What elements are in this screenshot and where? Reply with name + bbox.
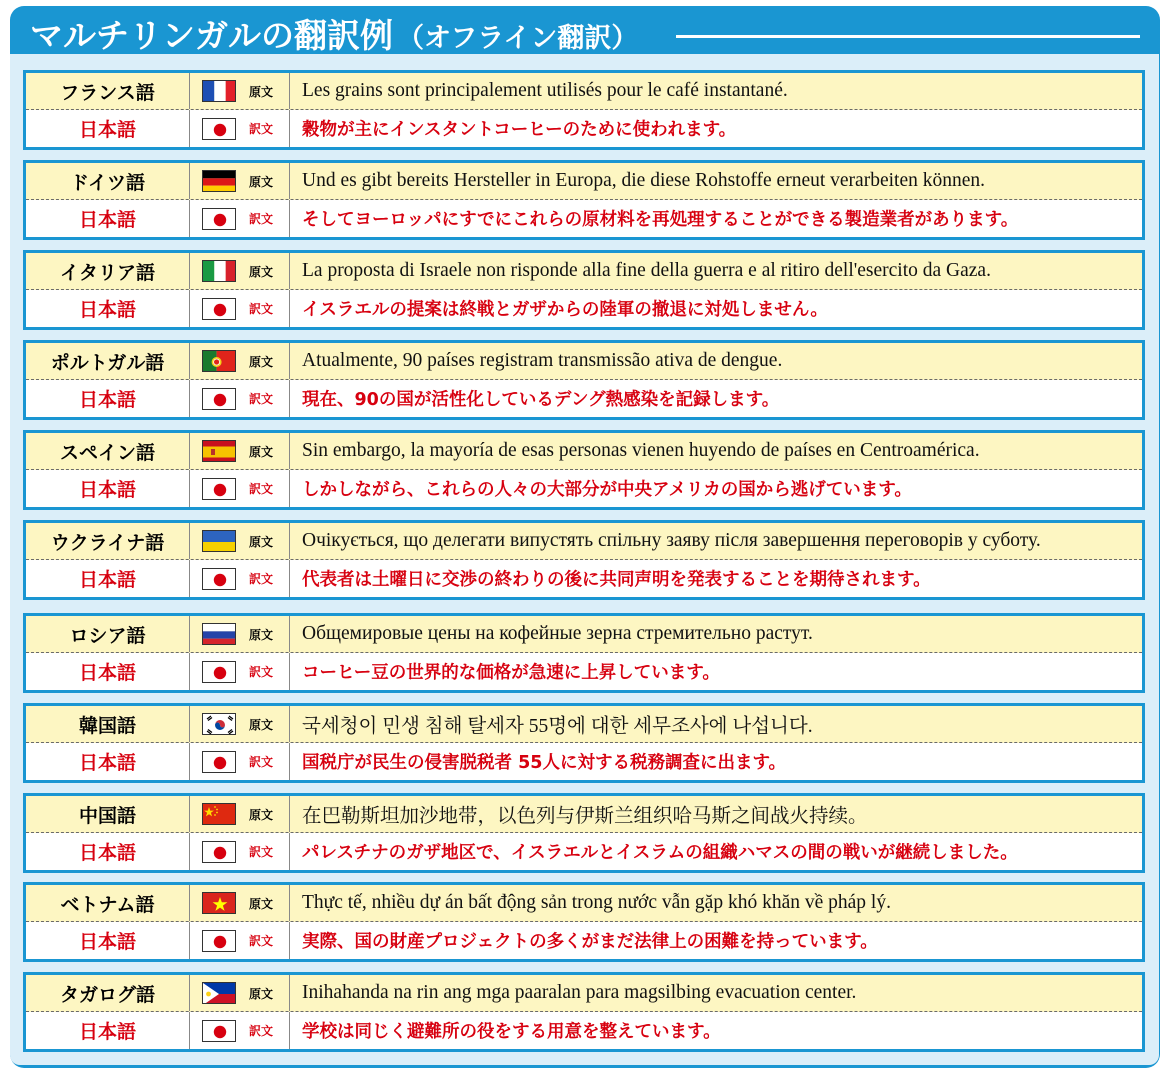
source-language-label: スペイン語 (26, 433, 190, 469)
source-row (26, 73, 1142, 110)
target-language-label: 日本語 (26, 290, 190, 327)
translation-text: 現在、90の国が活性化しているデング熱感染を記録します。 (302, 390, 780, 410)
source-text: 在巴勒斯坦加沙地带，以色列与伊斯兰组织哈马斯之间战火持续。 (302, 806, 868, 827)
target-row (26, 922, 1142, 959)
japan-flag-icon (202, 568, 236, 590)
target-row (26, 110, 1142, 147)
ukraine-flag-icon (202, 530, 236, 552)
source-tag: 原文 (249, 807, 274, 822)
source-row (26, 885, 1142, 922)
source-language-label: 韓国語 (26, 706, 190, 742)
source-flag-cell (190, 975, 290, 1011)
translation-text: 実際、国の財産プロジェクトの多くがまだ法律上の困難を持っています。 (302, 932, 878, 952)
target-flag-cell (190, 743, 290, 780)
translation-block (23, 882, 1145, 962)
target-language-label: 日本語 (26, 743, 190, 780)
japan-flag-icon (202, 661, 236, 683)
title-main: マルチリンガルの翻訳例 (30, 16, 393, 55)
target-row (26, 653, 1142, 690)
translation-block (23, 70, 1145, 150)
title-sub: （オフライン翻訳） (397, 23, 639, 54)
translation-block (23, 793, 1145, 873)
target-flag-cell (190, 470, 290, 507)
target-row (26, 1012, 1142, 1049)
target-tag: 訳文 (249, 302, 274, 316)
translation-text: 国税庁が民生の侵害脱税者 55人に対する税務調査に出ます。 (302, 753, 787, 773)
source-flag-cell (190, 163, 290, 199)
source-row (26, 253, 1142, 290)
germany-flag-icon (202, 170, 236, 192)
target-language-label: 日本語 (26, 833, 190, 870)
portugal-flag-icon (202, 350, 236, 372)
source-flag-cell (190, 523, 290, 559)
japan-flag-icon (202, 930, 236, 952)
vietnam-flag-icon (202, 892, 236, 914)
source-text: 국세청이 민생 침해 탈세자 55명에 대한 세무조사에 나섭니다. (302, 716, 813, 737)
target-language-label: 日本語 (26, 110, 190, 147)
source-flag-cell (190, 73, 290, 109)
target-row (26, 560, 1142, 597)
source-row (26, 343, 1142, 380)
source-language-label: ポルトガル語 (26, 343, 190, 379)
target-language-label: 日本語 (26, 560, 190, 597)
source-text: La proposta di Israele non risponde alla fine della guerra e al ritiro dell'esercito da Gaza. (302, 260, 991, 281)
target-row (26, 743, 1142, 780)
source-text: Und es gibt bereits Hersteller in Europa, die diese Rohstoffe erneut verarbeiten können. (302, 170, 986, 191)
source-row (26, 796, 1142, 833)
philippines-flag-icon (202, 982, 236, 1004)
source-language-label: 中国語 (26, 796, 190, 832)
target-flag-cell (190, 922, 290, 959)
translation-block (23, 340, 1145, 420)
italy-flag-icon (202, 260, 236, 282)
translation-text: 学校は同じく避難所の役をする用意を整えています。 (302, 1022, 721, 1042)
japan-flag-icon (202, 1020, 236, 1042)
target-row (26, 200, 1142, 237)
japan-flag-icon (202, 298, 236, 320)
target-tag: 訳文 (249, 392, 274, 406)
source-language-label: ベトナム語 (26, 885, 190, 921)
source-flag-cell (190, 253, 290, 289)
source-flag-cell (190, 706, 290, 742)
target-row (26, 833, 1142, 870)
translation-block (23, 160, 1145, 240)
japan-flag-icon (202, 841, 236, 863)
target-flag-cell (190, 833, 290, 870)
japan-flag-icon (202, 388, 236, 410)
source-row (26, 433, 1142, 470)
source-tag: 原文 (249, 264, 274, 279)
target-flag-cell (190, 560, 290, 597)
title-rule (676, 35, 1140, 38)
translation-block (23, 520, 1145, 600)
target-tag: 訳文 (249, 755, 274, 769)
target-tag: 訳文 (249, 1024, 274, 1038)
source-row (26, 163, 1142, 200)
source-text: Общемировые цены на кофейные зерна стремительно растут. (302, 623, 813, 644)
translation-text: パレスチナのガザ地区で、イスラエルとイスラムの組織ハマスの間の戦いが継続しました。 (302, 843, 1018, 863)
target-tag: 訳文 (249, 482, 274, 496)
target-row (26, 290, 1142, 327)
source-flag-cell (190, 796, 290, 832)
target-flag-cell (190, 380, 290, 417)
japan-flag-icon (202, 751, 236, 773)
translation-block (23, 613, 1145, 693)
target-tag: 訳文 (249, 665, 274, 679)
source-tag: 原文 (249, 354, 274, 369)
source-language-label: フランス語 (26, 73, 190, 109)
source-text: Inihahanda na rin ang mga paaralan para magsilbing evacuation center. (302, 982, 857, 1003)
source-text: Очікується, що делегати випустять спільну заяву після завершення переговорів у суботу. (302, 530, 1041, 551)
translation-text: イスラエルの提案は終戦とガザからの陸軍の撤退に対処しません。 (302, 300, 828, 320)
target-flag-cell (190, 200, 290, 237)
source-row (26, 616, 1142, 653)
target-row (26, 380, 1142, 417)
source-row (26, 523, 1142, 560)
target-tag: 訳文 (249, 845, 274, 859)
target-tag: 訳文 (249, 212, 274, 226)
target-language-label: 日本語 (26, 653, 190, 690)
source-language-label: イタリア語 (26, 253, 190, 289)
source-tag: 原文 (249, 174, 274, 189)
source-tag: 原文 (249, 717, 274, 732)
target-language-label: 日本語 (26, 470, 190, 507)
source-tag: 原文 (249, 896, 274, 911)
source-row (26, 975, 1142, 1012)
source-flag-cell (190, 885, 290, 921)
russia-flag-icon (202, 623, 236, 645)
source-flag-cell (190, 343, 290, 379)
translation-text: 代表者は土曜日に交渉の終わりの後に共同声明を発表することを期待されます。 (302, 570, 931, 590)
translation-text: そしてヨーロッパにすでにこれらの原材料を再処理することができる製造業者があります。 (302, 210, 1019, 230)
target-language-label: 日本語 (26, 380, 190, 417)
china-flag-icon (202, 803, 236, 825)
japan-flag-icon (202, 118, 236, 140)
target-language-label: 日本語 (26, 200, 190, 237)
target-flag-cell (190, 653, 290, 690)
translation-block (23, 250, 1145, 330)
source-row (26, 706, 1142, 743)
translation-block (23, 703, 1145, 783)
source-text: Atualmente, 90 países registram transmissão ativa de dengue. (302, 350, 783, 371)
source-tag: 原文 (249, 444, 274, 459)
south-korea-flag-icon (202, 713, 236, 735)
spain-flag-icon (202, 440, 236, 462)
target-tag: 訳文 (249, 572, 274, 586)
japan-flag-icon (202, 478, 236, 500)
source-tag: 原文 (249, 627, 274, 642)
source-text: Sin embargo, la mayoría de esas personas vienen huyendo de países en Centroamérica. (302, 440, 980, 461)
japan-flag-icon (202, 208, 236, 230)
source-language-label: タガログ語 (26, 975, 190, 1011)
source-flag-cell (190, 433, 290, 469)
target-language-label: 日本語 (26, 1012, 190, 1049)
translation-block (23, 430, 1145, 510)
translation-block (23, 972, 1145, 1052)
source-tag: 原文 (249, 534, 274, 549)
target-flag-cell (190, 290, 290, 327)
translation-text: 穀物が主にインスタントコーヒーのために使われます。 (302, 120, 737, 140)
source-language-label: ウクライナ語 (26, 523, 190, 559)
target-flag-cell (190, 110, 290, 147)
source-language-label: ドイツ語 (26, 163, 190, 199)
source-flag-cell (190, 616, 290, 652)
target-flag-cell (190, 1012, 290, 1049)
target-row (26, 470, 1142, 507)
translation-text: しかしながら、これらの人々の大部分が中央アメリカの国から逃げています。 (302, 480, 912, 500)
target-language-label: 日本語 (26, 922, 190, 959)
source-language-label: ロシア語 (26, 616, 190, 652)
translation-text: コーヒー豆の世界的な価格が急速に上昇しています。 (302, 663, 720, 683)
france-flag-icon (202, 80, 236, 102)
source-tag: 原文 (249, 986, 274, 1001)
source-text: Thực tế, nhiều dự án bất động sản trong nước vẫn gặp khó khăn về pháp lý. (302, 892, 891, 913)
source-text: Les grains sont principalement utilisés pour le café instantané. (302, 80, 788, 101)
target-tag: 訳文 (249, 934, 274, 948)
page-title (30, 14, 638, 58)
source-tag: 原文 (249, 84, 274, 99)
target-tag: 訳文 (249, 122, 274, 136)
